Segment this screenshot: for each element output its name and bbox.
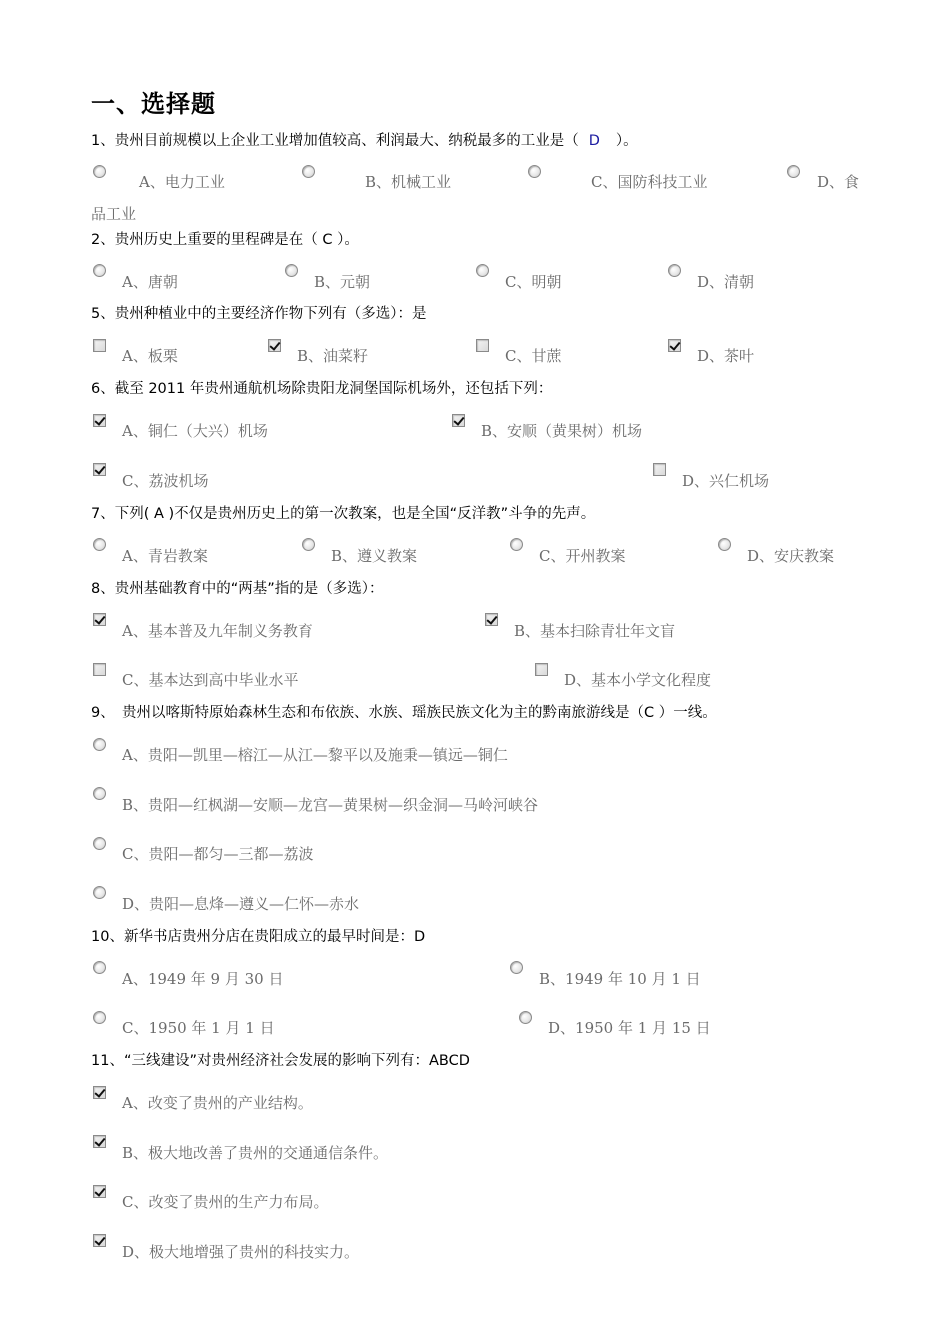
radio-button[interactable] [510, 538, 523, 551]
checkbox-checked[interactable] [93, 463, 106, 476]
checkbox-checked[interactable] [93, 613, 106, 626]
question-1 [91, 129, 638, 150]
radio-button[interactable] [93, 961, 106, 974]
checkbox[interactable] [535, 663, 548, 676]
radio-button[interactable] [93, 538, 106, 551]
radio-button[interactable] [787, 165, 800, 178]
question-9: 9、 贵州以喀斯特原始森林生态和布依族、水族、瑶族民族文化为主的黔南旅游线是（C ）一线。 [91, 705, 717, 721]
checkbox-checked[interactable] [268, 339, 281, 352]
radio-button[interactable] [528, 165, 541, 178]
question-7: 7、下列( A )不仅是贵州历史上的第一次教案，也是全国“反洋教”斗争的先声。 [91, 506, 596, 522]
radio-button[interactable] [519, 1011, 532, 1024]
q1-option-d-wrap: 品工业 [91, 205, 137, 223]
radio-button[interactable] [93, 738, 106, 751]
radio-button[interactable] [93, 165, 106, 178]
document-page: 一、选择题 1、贵州目前规模以上企业工业增加值较高、利润最大、纳税最多的工业是（ D ）。 A、电力工业 B、机械工业 C、国防科技工业 D、食 品工业 2、贵州历史上重要的里程碑是在（ C ）。 A、唐朝 B、元朝 C、明朝 D、清朝 5、贵州种植业中的主要经济作物下列有（多选）：是 A、板栗 B、油菜籽 C、甘蔗 D、茶叶 6、截至 2011 年贵州通航机场除贵阳龙洞堡国际机场外，还包括下列： A、铜仁（大兴）机场 B、安顺（黄果树）机场 C、荔波机场 D、兴仁机场 7、下列( A )不仅是贵州历史上的第一次教案，也是全国“反洋教”斗争的先声。 A、青岩教案 B、遵义教案 C、开州教案 D、安庆教案 8、贵州基础教育中的“两基”指的是（多选）： A、基本普及九年制义务教育 B、基本扫除青壮年文盲 C、基本达到高中毕业水平 D、基本小学文化程度 9、 贵州以喀斯特原始森林生态和布依族、水族、瑶族民族文化为主的黔南旅游线是（C ）一线。 A、贵阳—凯里—榕江—从江—黎平以及施秉—镇远—铜仁 B、贵阳—红枫湖—安顺—龙宫—黄果树—织金洞—马岭河峡谷 C、贵阳—都匀—三都—荔波 D、贵阳—息烽—遵义—仁怀—赤水 10、新华书店贵州分店在贵阳成立的最早时间是：D A、1949 年 9 月 30 日 B、1949 年 10 月 1 日 C、1950 年 1 月 1 日 D、1950 年 1 月 15 日 11、“三线建设”对贵州经济社会发展的影响下列有：ABCD A、改变了贵州的产业结构。 B、极大地改善了贵州的交通通信条件。 C、改变了贵州的生产力布局。 D、极大地增强了贵州的科技实力。 [0, 0, 950, 1344]
checkbox[interactable] [476, 339, 489, 352]
question-6: 6、截至 2011 年贵州通航机场除贵阳龙洞堡国际机场外，还包括下列： [91, 381, 553, 397]
radio-button[interactable] [302, 165, 315, 178]
checkbox-checked[interactable] [93, 1135, 106, 1148]
radio-button[interactable] [93, 787, 106, 800]
radio-button[interactable] [718, 538, 731, 551]
checkbox-checked[interactable] [485, 613, 498, 626]
radio-button[interactable] [285, 264, 298, 277]
checkbox[interactable] [653, 463, 666, 476]
question-1-suffix: ）。 [615, 133, 638, 149]
checkbox-checked[interactable] [452, 414, 465, 427]
checkbox-checked[interactable] [93, 1086, 106, 1099]
question-10: 10、新华书店贵州分店在贵阳成立的最早时间是：D [91, 929, 426, 945]
question-5: 5、贵州种植业中的主要经济作物下列有（多选）：是 [91, 306, 427, 322]
radio-button[interactable] [93, 1011, 106, 1024]
question-2: 2、贵州历史上重要的里程碑是在（ C ）。 [91, 232, 359, 248]
checkbox-checked[interactable] [93, 414, 106, 427]
radio-button[interactable] [476, 264, 489, 277]
radio-button[interactable] [93, 837, 106, 850]
radio-button[interactable] [668, 264, 681, 277]
radio-button[interactable] [93, 264, 106, 277]
checkbox[interactable] [93, 339, 106, 352]
checkbox[interactable] [93, 663, 106, 676]
checkbox-checked[interactable] [93, 1185, 106, 1198]
checkbox-checked[interactable] [93, 1234, 106, 1247]
question-8: 8、贵州基础教育中的“两基”指的是（多选）： [91, 581, 384, 597]
radio-button[interactable] [93, 886, 106, 899]
section-title: 一、选择题 [91, 90, 216, 118]
question-1-answer: D [588, 133, 600, 149]
question-1-prefix: 1、贵州目前规模以上企业工业增加值较高、利润最大、纳税最多的工业是（ [91, 133, 579, 149]
question-11: 11、“三线建设”对贵州经济社会发展的影响下列有：ABCD [91, 1053, 470, 1069]
checkbox-checked[interactable] [668, 339, 681, 352]
radio-button[interactable] [302, 538, 315, 551]
radio-button[interactable] [510, 961, 523, 974]
